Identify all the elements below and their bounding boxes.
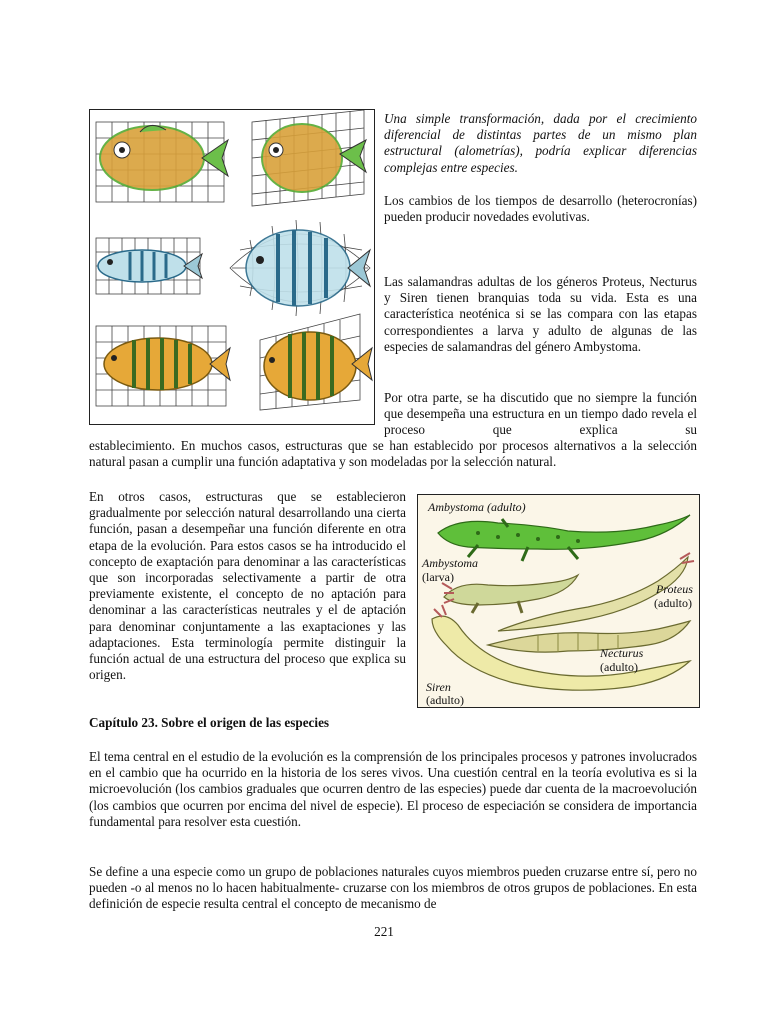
label-ambystoma-adult: Ambystoma (adulto) [428,500,526,514]
heterocronia-paragraph: Los cambios de los tiempos de desarrollo (heterocronías) pueden producir novedades evolutivas. [384,193,697,225]
fish-transformation-figure [89,109,375,425]
funcion-paragraph-start: Por otra parte, se ha discutido que no siempre la función que desempeña una estructura en un tiempo dado revela el proceso que explica su [384,390,697,438]
label-ambystoma-larva-name: Ambystoma [422,556,478,570]
fish-grids-illustration [90,110,374,424]
salamandras-paragraph: Las salamandras adultas de los géneros Proteus, Necturus y Siren tienen branquias toda su vida. Esta es una característica neoténica si se las compara con las etapas correspondientes a larva y adulto de algunas de las especies de salamandras del género Ambystoma. [384,274,697,354]
label-ambystoma-larva-stage: (larva) [422,570,454,584]
label-proteus-stage: (adulto) [654,596,692,610]
label-siren-stage: (adulto) [426,693,464,707]
funcion-paragraph-end: establecimiento. En muchos casos, estructuras que se han establecido por procesos alternativos a la selección natural pasan a cumplir una función adaptativa y son modeladas por la selección natural. [89,438,697,470]
salamanders-figure [417,494,700,708]
chapter-heading: Capítulo 23. Sobre el origen de las especies [89,715,330,730]
especiacion-paragraph: El tema central en el estudio de la evolución es la comprensión de los principales procesos y patrones involucrados en el cambio que ha ocurrido en la historia de los seres vivos. Una cuestión central en la teoría evolutiva es si la microevolución (los cambios graduales que ocurren dentro de las especies) puede dar cuenta de la macroevolución (los cambios que ocurren por encima del nivel de especie). El proceso de especiación se considera de importancia fundamental para resolver esta cuestión. [89,749,697,829]
alometria-paragraph: Una simple transformación, dada por el crecimiento diferencial de distintas partes de un mismo plan estructural (alometrías), podría explicar diferencias complejas entre especies. [384,111,697,175]
label-necturus-stage: (adulto) [600,660,638,674]
salamanders-illustration [418,495,699,707]
label-siren-name: Siren [426,680,451,694]
label-proteus-name: Proteus [656,582,693,596]
label-necturus-name: Necturus [600,646,644,660]
especie-definicion-paragraph: Se define a una especie como un grupo de poblaciones naturales cuyos miembros pueden cruzarse entre sí, pero no pueden -o al menos no lo hacen habitualmente- cruzarse con los miembros de otros grupos de poblaciones. En esta definición de especie resulta central el concepto de mecanismo de [89,864,697,912]
page-number: 221 [374,924,394,939]
exaptacion-paragraph: En otros casos, estructuras que se establecieron gradualmente por selección natural desarrollando una cierta función, pasan a desempeñar una función diferente en otra etapa de la evolución. Para estos casos se ha introducido el concepto de exaptación para denominar a las características que son incorporadas selectivamente a partir de otra previamente existente, el concepto de no aptación para denominar a las características neutrales y el de aptación para denominar conjuntamente a las exaptaciones y las adaptaciones. Esta terminología permite distinguir la función actual de una estructura del proceso que explica su origen. [89,489,406,683]
